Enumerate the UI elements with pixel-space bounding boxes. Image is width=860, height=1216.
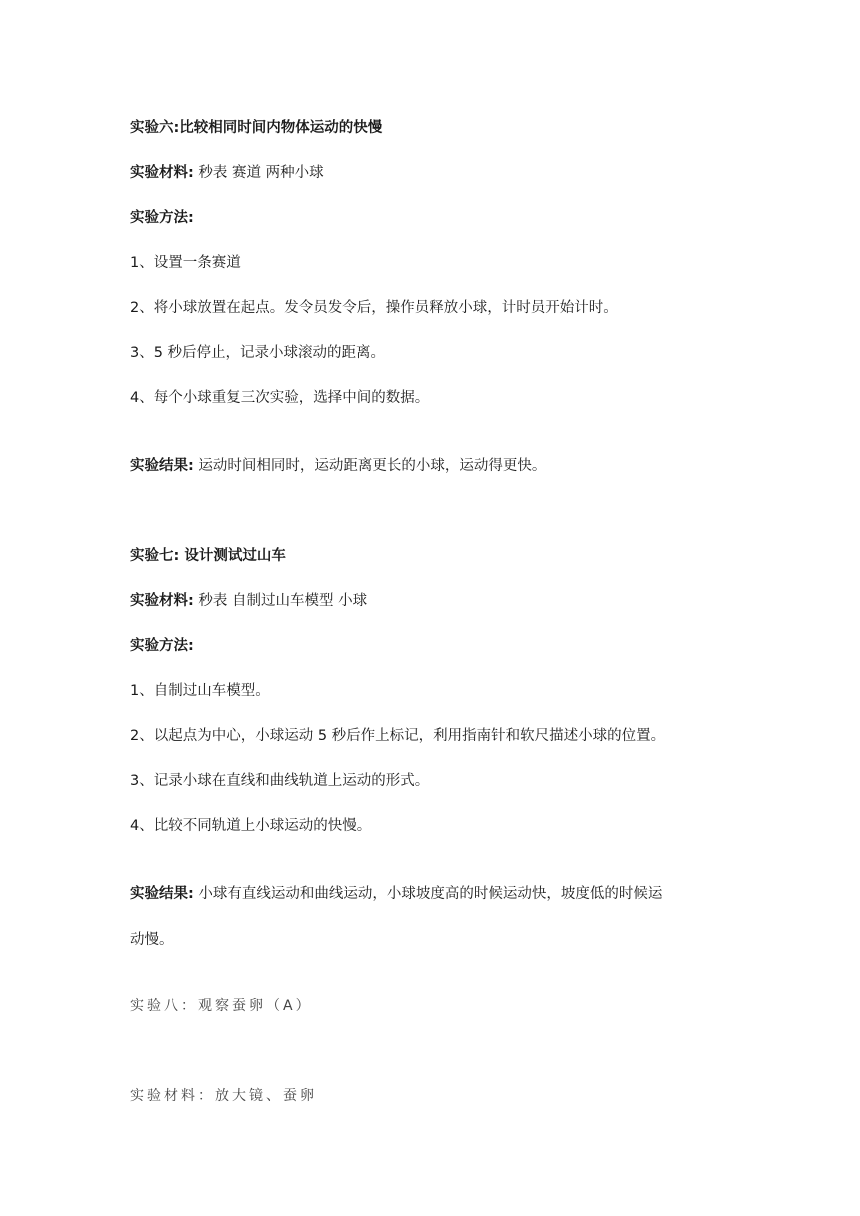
exp6-materials-label: 实验材料:	[130, 165, 194, 181]
exp6-step-2: 2、将小球放置在起点。发令员发令后，操作员释放小球，计时员开始计时。	[130, 300, 618, 316]
exp7-title: 实验七: 设计测试过山车	[130, 548, 286, 564]
exp7-materials	[130, 591, 367, 611]
exp8-materials: 实验材料：放大镜、蚕卵	[130, 1088, 317, 1104]
exp7-step-2: 2、以起点为中心，小球运动 5 秒后作上标记，利用指南针和软尺描述小球的位置。	[130, 728, 666, 744]
exp6-result-value: 运动时间相同时，运动距离更长的小球，运动得更快。	[193, 458, 547, 474]
exp6-title: 实验六:比较相同时间内物体运动的快慢	[130, 120, 383, 136]
exp7-materials-label: 实验材料:	[130, 593, 194, 609]
exp7-result-line2: 动慢。	[130, 932, 174, 948]
exp6-result	[130, 456, 546, 476]
exp7-method-label: 实验方法:	[130, 638, 194, 654]
exp8-title: 实验八：观察蚕卵（A）	[130, 998, 313, 1014]
exp6-method-label: 实验方法:	[130, 210, 194, 226]
exp7-result	[130, 884, 662, 904]
exp7-result-value-line1: 小球有直线运动和曲线运动，小球坡度高的时候运动快，坡度低的时候运	[193, 886, 663, 902]
exp6-materials	[130, 163, 324, 183]
exp6-result-label: 实验结果:	[130, 458, 194, 474]
exp6-step-1: 1、设置一条赛道	[130, 255, 241, 271]
exp7-result-label: 实验结果:	[130, 886, 194, 902]
exp6-step-4: 4、每个小球重复三次实验，选择中间的数据。	[130, 390, 430, 406]
exp7-step-3: 3、记录小球在直线和曲线轨道上运动的形式。	[130, 773, 430, 789]
exp6-materials-value: 秒表 赛道 两种小球	[193, 165, 324, 181]
exp6-step-3: 3、5 秒后停止，记录小球滚动的距离。	[130, 345, 386, 361]
exp7-materials-value: 秒表 自制过山车模型 小球	[193, 593, 368, 609]
exp7-step-4: 4、比较不同轨道上小球运动的快慢。	[130, 818, 372, 834]
exp7-step-1: 1、自制过山车模型。	[130, 683, 270, 699]
